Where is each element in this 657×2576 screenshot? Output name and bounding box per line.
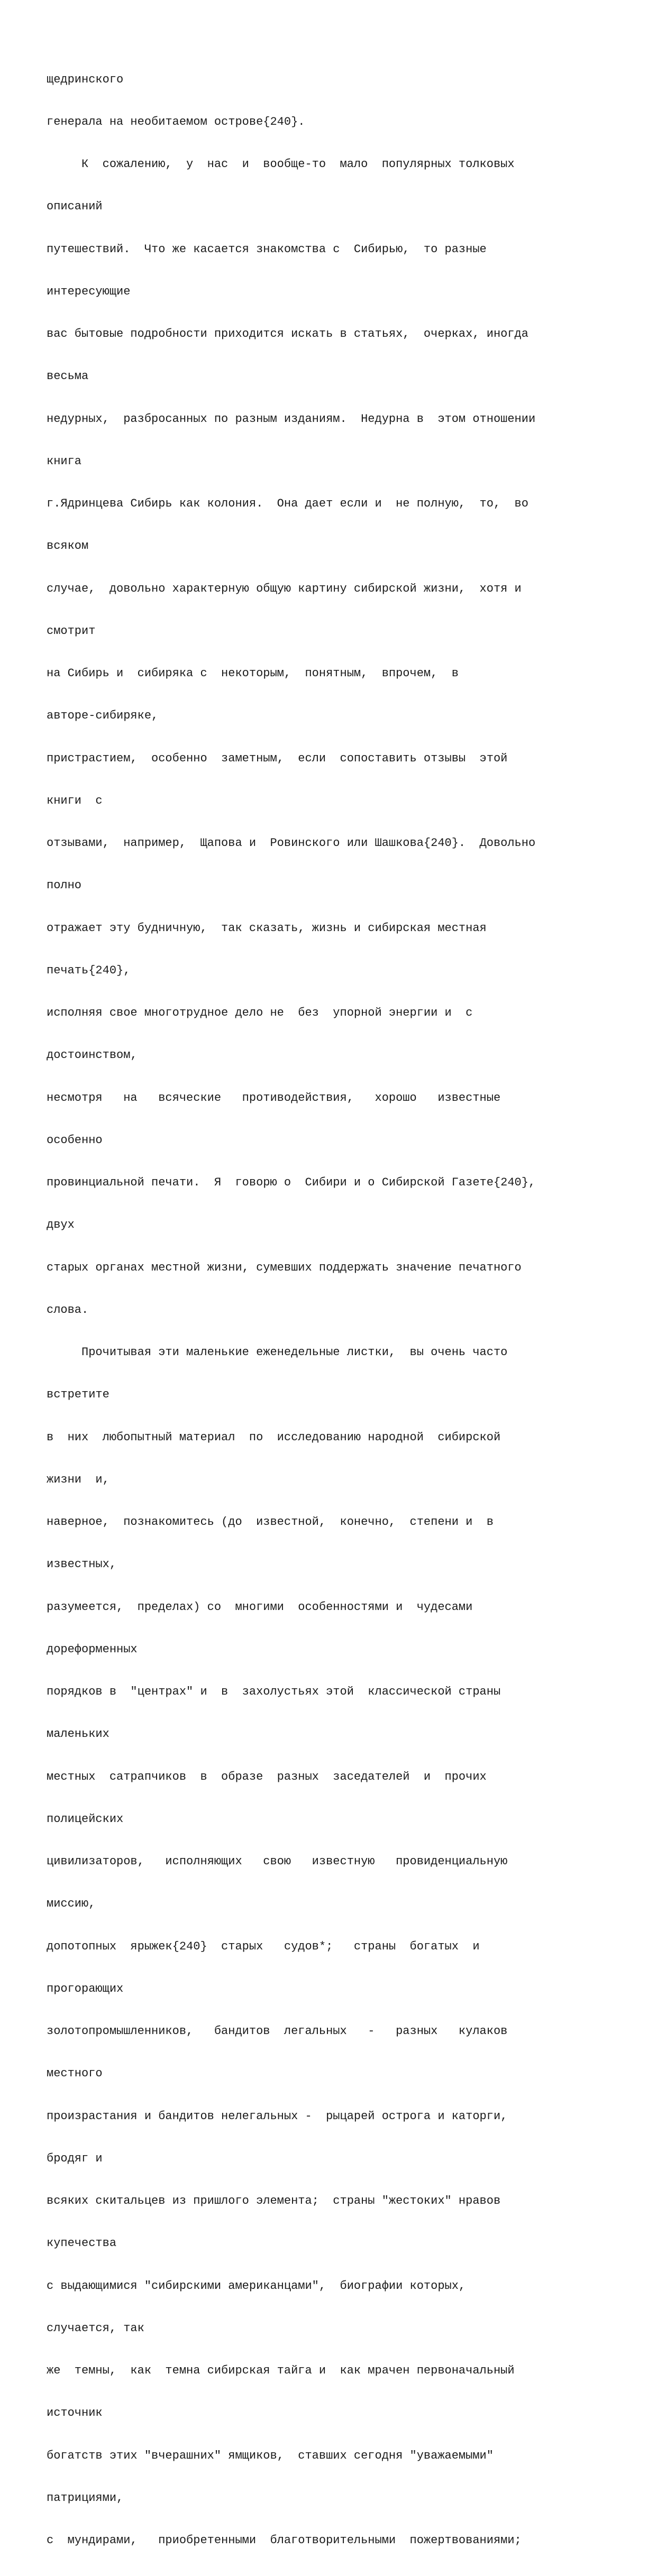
text-line: отзывами, например, Щапова и Ровинского или Шашкова{240}. Довольно [47,836,536,850]
text-line: допотопных ярыжек{240} старых судов*; страны богатых и [47,1939,480,1953]
document-text [47,44,535,2576]
text-line: золотопромышленников, бандитов легальных - разных кулаков [47,2025,508,2038]
text-line: смотрит [47,624,96,638]
text-line: источник [47,2406,103,2420]
text-line: порядков в "центрах" и в захолустьях этой классической страны [47,1685,501,1698]
text-line: интересующие [47,284,131,298]
text-line: путешествий. Что же касается знакомства с Сибирью, то разные [47,242,487,256]
text-line: же темны, как темна сибирская тайга и как мрачен первоначальный [47,2364,515,2377]
text-line: случае, довольно характерную общую картину сибирской жизни, хотя и [47,582,522,595]
text-line: старых органах местной жизни, сумевших поддержать значение печатного [47,1261,522,1274]
text-line: полицейских [47,1812,124,1826]
text-line: цивилизаторов, исполняющих свою известную провиденциальную [47,1855,508,1868]
text-line: с мундирами, приобретенными благотворительными пожертвованиями; [47,2534,522,2547]
text-line: книги с [47,794,103,807]
text-line: пристрастием, особенно заметным, если сопоставить отзывы этой [47,751,508,765]
text-line: бродяг и [47,2151,103,2165]
text-line: несмотря на всяческие противодействия, хорошо известные [47,1091,501,1105]
text-line: полно [47,879,82,893]
text-line: описаний [47,200,103,214]
text-line: недурных, разбросанных по разным изданиям. Недурна в этом отношении [47,412,536,426]
text-line: вас бытовые подробности приходится искать в статьях, очерках, иногда [47,327,528,341]
text-line: исполняя свое многотрудное дело не без упорной энергии и с [47,1006,473,1019]
text-line: весьма [47,370,89,383]
text-line: встретите [47,1388,110,1402]
text-line: миссию, [47,1897,96,1911]
text-line: щедринского [47,72,124,86]
text-line: патрициями, [47,2491,124,2505]
text-line: всяком [47,539,89,553]
text-line: известных, [47,1558,117,1571]
text-line: г.Ядринцева Сибирь как колония. Она дает если и не полную, то, во [47,497,528,510]
text-line: отражает эту будничную, так сказать, жизнь и сибирская местная [47,921,487,935]
text-line: дореформенных [47,1642,138,1656]
text-line: местных сатрапчиков в образе разных заседателей и прочих [47,1770,487,1783]
text-line: достоинством, [47,1048,138,1062]
text-line: особенно [47,1133,103,1147]
text-line: в них любопытный материал по исследованию народной сибирской [47,1430,501,1444]
text-line: Прочитывая эти маленькие еженедельные листки, вы очень часто [47,1346,508,1359]
text-line: разумеется, пределах) со многими особенностями и чудесами [47,1600,473,1614]
text-line: на Сибирь и сибиряка с некоторым, понятным, впрочем, в [47,667,459,680]
text-line: книга [47,454,82,468]
text-line: с выдающимися "сибирскими американцами", биографии которых, [47,2279,466,2293]
text-line: случается, так [47,2321,144,2335]
text-line: слова. [47,1303,89,1317]
text-line: жизни и, [47,1473,110,1486]
text-line: печать{240}, [47,963,131,977]
text-line: произрастания и бандитов нелегальных - рыцарей острога и каторги, [47,2109,508,2123]
text-line: купечества [47,2237,117,2250]
text-line: двух [47,1218,75,1232]
text-line: генерала на необитаемом острове{240}. [47,115,305,128]
text-line: провинциальной печати. Я говорю о Сибири и о Сибирской Газете{240}, [47,1176,536,1189]
text-line: прогорающих [47,1982,124,1995]
text-line: местного [47,2067,103,2081]
text-line: К сожалению, у нас и вообще-то мало популярных толковых [47,158,515,171]
text-line: авторе-сибиряке, [47,709,159,723]
text-line: всяких скитальцев из пришлого элемента; страны "жестоких" нравов [47,2194,501,2207]
text-line: маленьких [47,1727,110,1741]
text-line: наверное, познакомитесь (до известной, конечно, степени и в [47,1515,494,1529]
text-line: богатств этих "вчерашних" ямщиков, ставших сегодня "уважаемыми" [47,2449,494,2462]
